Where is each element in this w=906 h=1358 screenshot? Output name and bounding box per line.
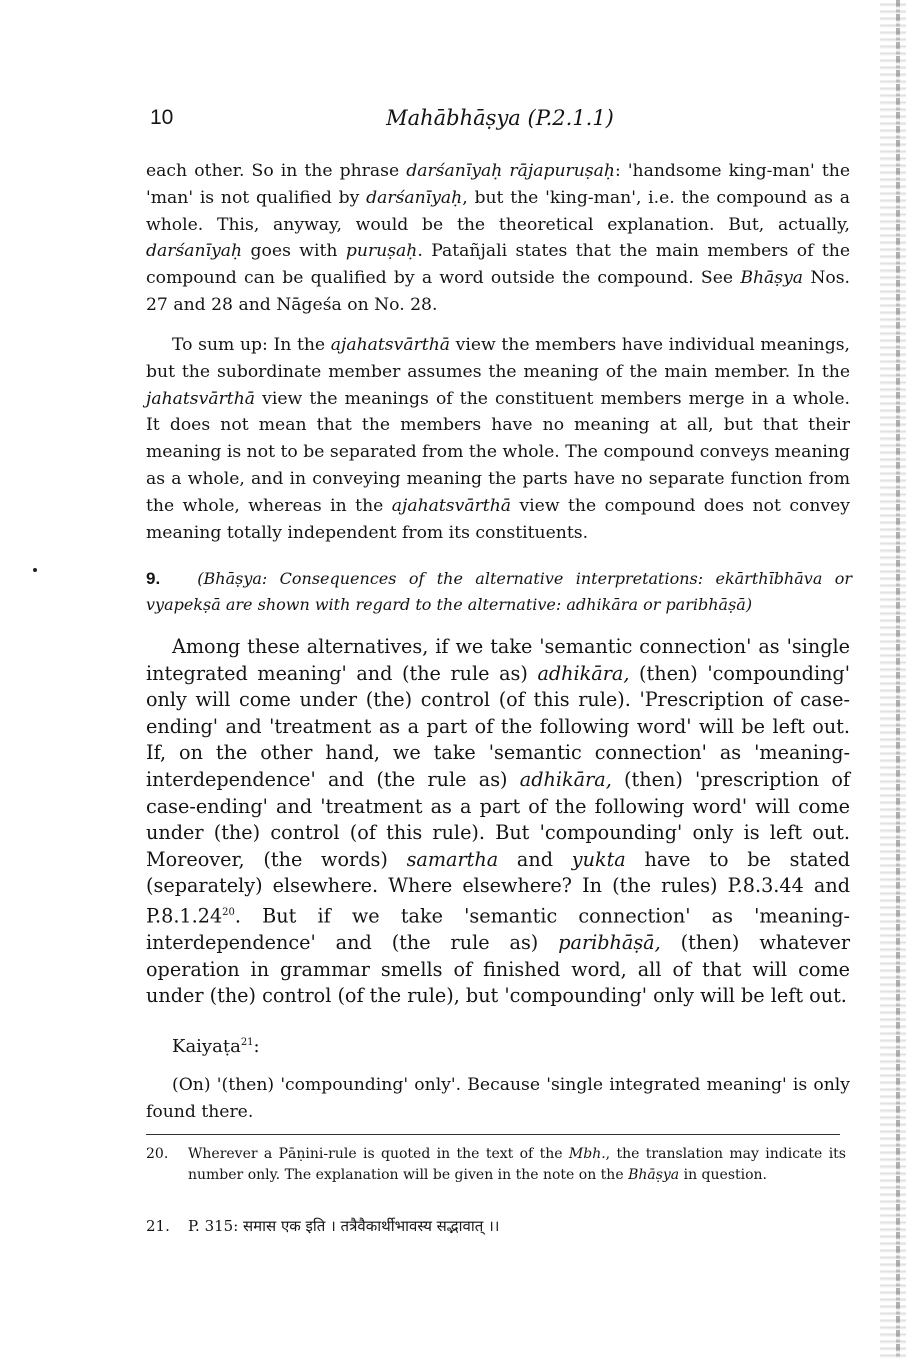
section-heading-text: (Bhāṣya: Consequences of the alternative interpretations: ekārthībhāva or vyapekṣā are shown with regard to the alternative: adhikāra or paribhāṣā) — [146, 569, 852, 614]
text-run: in question. — [679, 1166, 767, 1183]
text-run: Nos. 27 and 28 and Nāgeśa on No. 28. — [146, 268, 850, 315]
commentator-name: Kaiyaṭa — [172, 1036, 241, 1057]
italic-term: samartha — [406, 847, 499, 871]
text-run: Among these alternatives, if we take 'semantic connection' as 'single integrated meaning' and (the rule as) — [146, 635, 850, 685]
text-run: : 'handsome king-man' the 'man' is not qualified by — [146, 161, 850, 208]
italic-term: jahatsvārthā — [146, 388, 256, 409]
italic-term: paribhāṣā, — [558, 930, 661, 954]
text-run: have to be stated (separately) elsewhere. Where elsewhere? In (the rules) P.8.3.44 and P.8.1.24 — [146, 847, 850, 928]
paragraph-2 — [146, 332, 850, 546]
text-run: view the members have individual meanings, but the subordinate member assumes the meaning of the main member. In the — [146, 335, 851, 382]
text-run: Wherever a Pāṇini-rule is quoted in the text of the — [188, 1146, 569, 1162]
text-run: goes with — [242, 241, 346, 262]
footnote-text — [188, 1144, 846, 1185]
text-run: . Patañjali states that the main members of the compound can be qualified by a word outside the compound. See — [146, 241, 850, 289]
text-run: view the compound does not convey meaning totally independent from its constituents. — [146, 495, 850, 543]
paragraph-1 — [146, 158, 850, 319]
footnote-20 — [146, 1144, 846, 1185]
italic-term: adhikāra, — [519, 767, 612, 791]
section-9-heading — [146, 566, 852, 618]
italic-term: Mbh. — [568, 1146, 606, 1162]
italic-term: yukta — [571, 847, 626, 871]
footnote-ref-21: 21 — [240, 1037, 254, 1048]
italic-term: puruṣaḥ — [345, 241, 418, 262]
footnote-ref-20: 20 — [222, 906, 235, 918]
italic-term: Bhāṣya — [740, 268, 804, 289]
footnote-divider — [146, 1134, 840, 1135]
italic-term: darśanīyaḥ — [366, 187, 463, 208]
text-run: . But if we take 'semantic connection' as 'meaning-interdependence' and (the rule as) — [146, 904, 850, 954]
italic-term: darśanīyaḥ — [146, 241, 243, 262]
italic-term: ajahatsvārthā — [330, 335, 451, 355]
running-head — [150, 106, 850, 136]
italic-term: ajahatsvārthā — [391, 495, 512, 516]
italic-term: adhikāra, — [537, 661, 630, 685]
text-run: , the translation may indicate its number only. The explanation will be given in the note on the — [188, 1146, 846, 1183]
colon: : — [253, 1036, 260, 1057]
text-run: To sum up: In the — [172, 335, 331, 355]
footnote-text: P. 315: समास एक इति । तत्रैवैकार्थीभावस्य सद्भावात् ।। — [188, 1217, 500, 1235]
italic-term: darśanīyaḥ rājapuruṣaḥ — [406, 161, 615, 181]
section-number: 9. — [146, 569, 161, 588]
text-run: view the meanings of the constituent members merge in a whole. It does not mean that the members have no meaning at all, but that their meaning is not to be separated from the whole. The compound conveys meaning as a whole, and in conveying meaning the parts have no separate function from the whole, whereas in the — [146, 388, 850, 516]
text-run: (then) whatever operation in grammar smells of finished word, all of that will come under (the) control (of the rule), but 'compounding' only will be left out. — [146, 930, 851, 1008]
footnote-number: 20. — [146, 1146, 169, 1162]
kaiyata-label — [172, 1036, 876, 1057]
footnote-21 — [146, 1216, 846, 1237]
paragraph-translation — [146, 634, 850, 1010]
text-run: (then) 'prescription of case-ending' and 'treatment as a part of the following word' will come under (the) control (of this rule). But 'compounding' only is left out. Moreover, (the words) — [146, 767, 850, 871]
text-run: each other. So in the phrase — [146, 161, 407, 181]
text-run: (then) 'compounding' only will come under (the) control (of this rule). 'Prescription of case-ending' and 'treatment as a part of the following word' will be left out. If, on the other hand, we take 'semantic connection' as 'meaning-interdependence' and (the rule as) — [146, 661, 850, 791]
running-title: Mahābhāṣya (P.2.1.1) — [386, 106, 614, 130]
italic-term: Bhāṣya — [628, 1166, 680, 1183]
page-number: 10 — [150, 106, 174, 129]
text-run: , but the 'king-man', i.e. the compound as a whole. This, anyway, would be the theoretical explanation. But, actually, — [146, 187, 851, 235]
scan-edge — [880, 0, 906, 1358]
scan-speck — [33, 568, 37, 572]
paragraph-kaiyata: (On) '(then) 'compounding' only'. Because 'single integrated meaning' is only found there. — [146, 1075, 850, 1122]
footnote-number: 21. — [146, 1217, 170, 1235]
text-run: and — [498, 847, 572, 871]
